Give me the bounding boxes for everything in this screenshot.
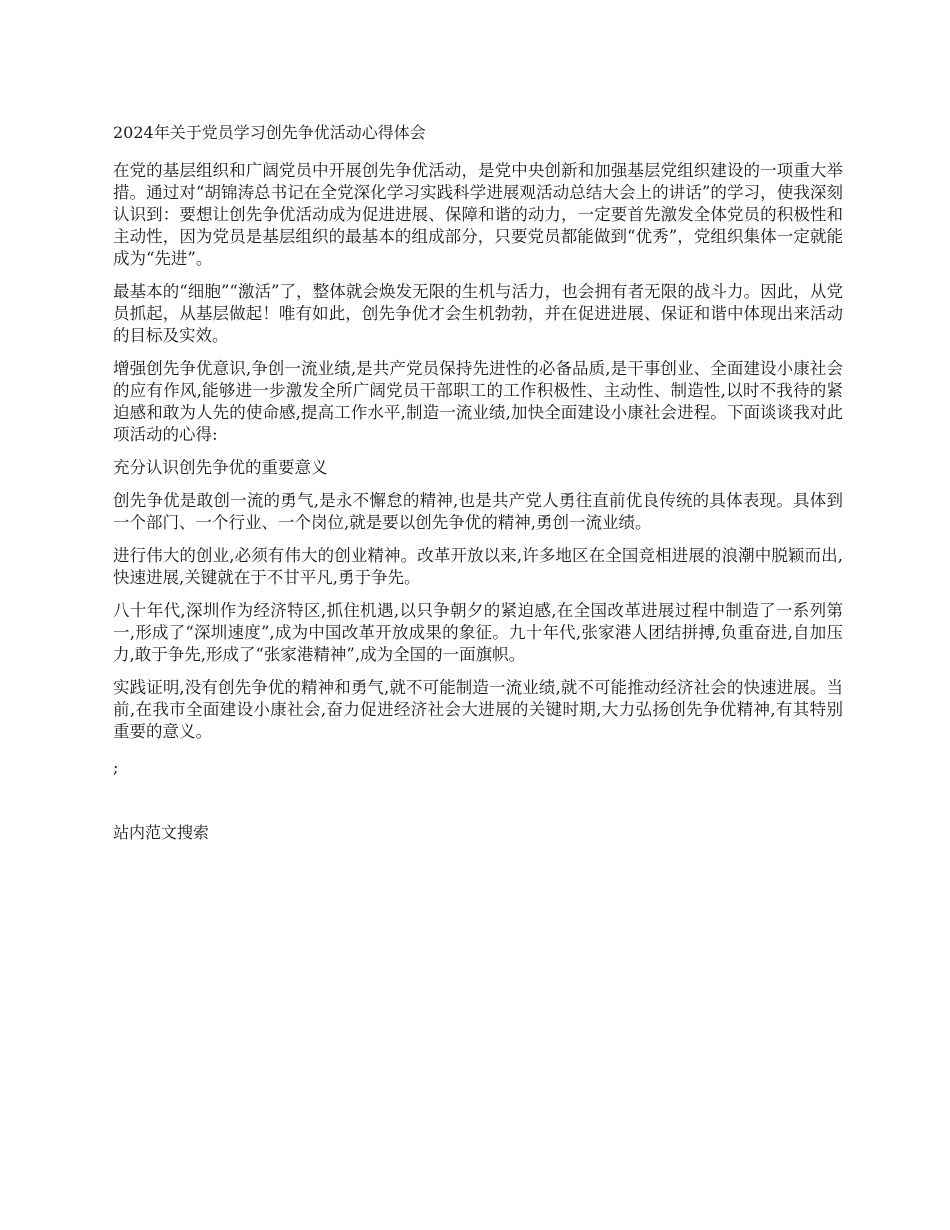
paragraph-practice: 实践证明,没有创先争优的精神和勇气,就不可能制造一流业绩,就不可能推动经济社会的快速进展。当前,在我市全面建设小康社会,奋力促进经济社会大进展的关键时期,大力弘扬创先争优精神,有其特别重要的意义。 <box>113 678 843 741</box>
paragraph-great-undertaking: 进行伟大的创业,必须有伟大的创业精神。改革开放以来,许多地区在全国竞相进展的浪潮中脱颖而出,快速进展,关键就在于不甘平凡,勇于争先。 <box>113 546 843 587</box>
paragraph-awareness: 增强创先争优意识,争创一流业绩,是共产党员保持先进性的必备品质,是干事创业、全面建设小康社会的应有作风,能够进一步激发全所广阔党员干部职工的工作积极性、主动性、制造性,以时不我待的紧迫感和敢为人先的使命感,提高工作水平,制造一流业绩,加快全面建设小康社会进程。下面谈谈我对此项活动的心得: <box>113 359 843 444</box>
paragraph-shenzhen: 八十年代,深圳作为经济特区,抓住机遇,以只争朝夕的紧迫感,在全国改革进展过程中制造了一系列第一,形成了“深圳速度”,成为中国改革开放成果的象征。九十年代,张家港人团结拼搏,负重奋进,自加压力,敢于争先,形成了“张家港精神”,成为全国的一面旗帜。 <box>113 601 843 664</box>
paragraph-cells: 最基本的“细胞”“激活”了，整体就会焕发无限的生机与活力，也会拥有者无限的战斗力。因此，从党员抓起，从基层做起！唯有如此，创先争优才会生机勃勃，并在促进进展、保证和谐中体现出来活动的目标及实效。 <box>113 282 843 345</box>
site-search-link[interactable]: 站内范文搜索 <box>113 823 210 842</box>
trailing-semicolon: ; <box>113 758 119 777</box>
document-title: 2024年关于党员学习创先争优活动心得体会 <box>113 123 426 142</box>
document-page <box>113 122 843 844</box>
paragraph-courage: 创先争优是敢创一流的勇气,是永不懈怠的精神,也是共产党人勇往直前优良传统的具体表现。具体到一个部门、一个行业、一个岗位,就是要以创先争优的精神,勇创一流业绩。 <box>113 491 843 532</box>
paragraph-intro: 在党的基层组织和广阔党员中开展创先争优活动，是党中央创新和加强基层党组织建设的一项重大举措。通过对“胡锦涛总书记在全党深化学习实践科学进展观活动总结大会上的讲话”的学习，使我深刻认识到：要想让创先争优活动成为促进进展、保障和谐的动力，一定要首先激发全体党员的积极性和主动性，因为党员是基层组织的最基本的组成部分，只要党员都能做到“优秀”，党组织集体一定就能成为“先进”。 <box>113 161 843 268</box>
section-heading: 充分认识创先争优的重要意义 <box>113 458 328 477</box>
